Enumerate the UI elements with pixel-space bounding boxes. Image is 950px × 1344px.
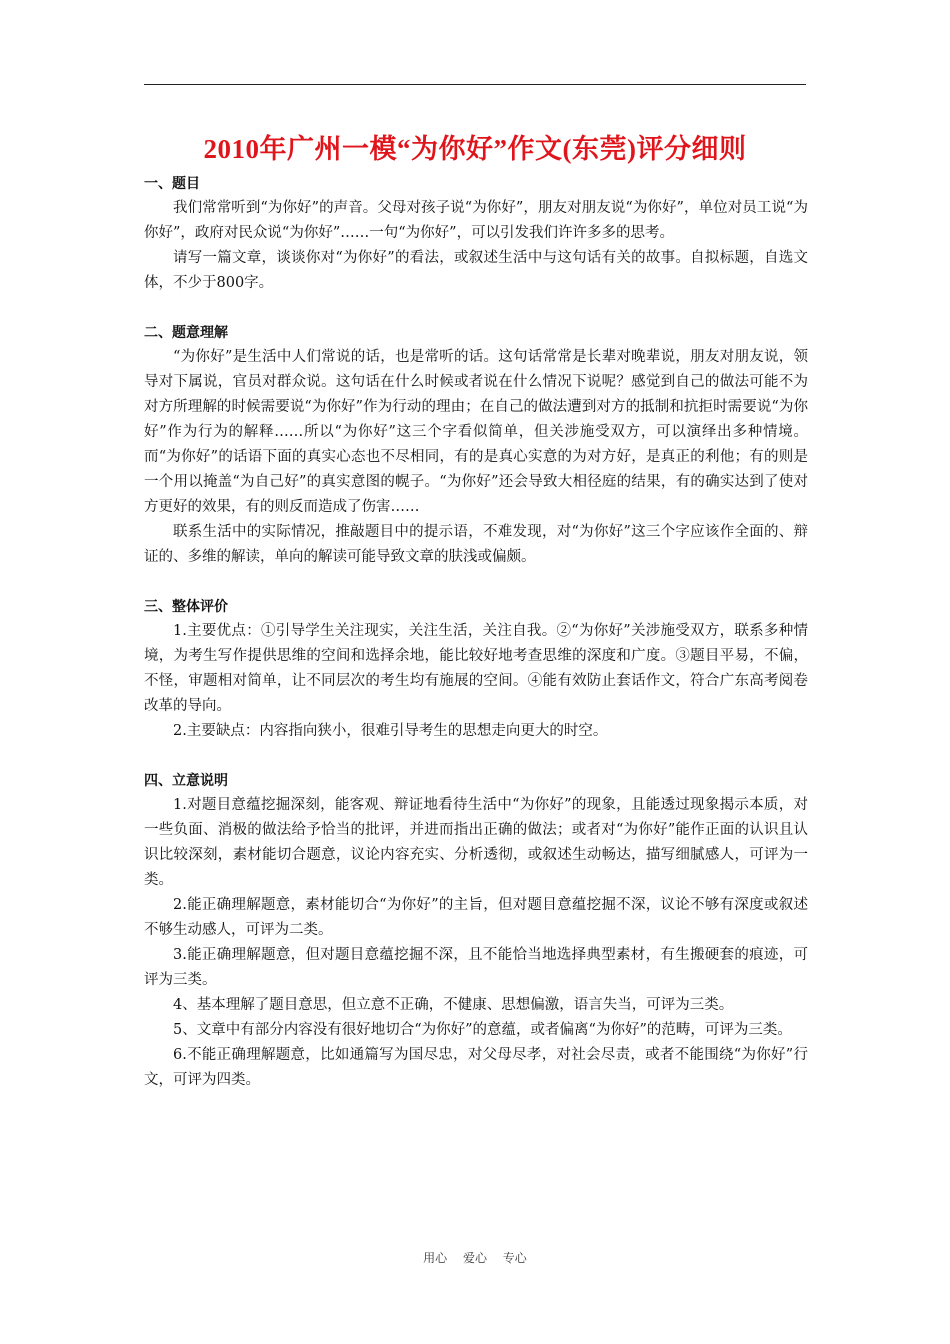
paragraph: 2.能正确理解题意，素材能切合“为你好”的主旨，但对题目意蕴挖掘不深，议论不够有深度或叙述不够生动感人，可评为二类。	[144, 897, 808, 938]
section-understanding	[144, 321, 808, 570]
header-rule	[144, 84, 806, 85]
paragraph: 4、基本理解了题目意思，但立意不正确，不健康、思想偏激，语言失当，可评为三类。	[173, 997, 734, 1013]
paragraph: 请写一篇文章，谈谈你对“为你好”的看法，或叙述生活中与这句话有关的故事。自拟标题，自选文体，不少于800字。	[144, 250, 808, 291]
paragraph: 我们常常听到“为你好”的声音。父母对孩子说“为你好”，朋友对朋友说“为你好”，单位对员工说“为你好”，政府对民众说“为你好”……一句“为你好”，可以引发我们许许多多的思考。	[144, 200, 808, 241]
document-body	[144, 172, 808, 1093]
section-heading: 四、立意说明	[144, 773, 228, 789]
paragraph: 联系生活中的实际情况，推敲题目中的提示语，不难发现，对“为你好”这三个字应该作全面的、辩证的、多维的解读，单向的解读可能导致文章的肤浅或偏颇。	[144, 524, 808, 565]
paragraph: 1.主要优点：①引导学生关注现实，关注生活，关注自我。②“为你好”关涉施受双方，联系多种情境，为考生写作提供思维的空间和选择余地，能比较好地考查思维的深度和广度。③题目平易，不偏，不怪，审题相对简单，让不同层次的考生均有施展的空间。④能有效防止套话作文，符合广东高考阅卷改革的导向。	[144, 623, 808, 714]
section-topic	[144, 172, 808, 296]
paragraph: “为你好”是生活中人们常说的话，也是常听的话。这句话常常是长辈对晚辈说，朋友对朋友说，领导对下属说，官员对群众说。这句话在什么时候或者说在什么情况下说呢？感觉到自己的做法可能不为对方所理解的时候需要说“为你好”作为行动的理由；在自己的做法遭到对方的抵制和抗拒时需要说“为你好”作为行为的解释……所以“为你好”这三个字看似简单，但关涉施受双方，可以演绎出多种情境。而“为你好”的话语下面的真实心态也不尽相同，有的是真心实意的为对方好，是真正的利他；有的则是一个用以掩盖“为自己好”的真实意图的幌子。“为你好”还会导致大相径庭的结果，有的确实达到了使对方更好的效果，有的则反而造成了伤害……	[144, 349, 808, 515]
paragraph: 1.对题目意蕴挖掘深刻，能客观、辩证地看待生活中“为你好”的现象，且能透过现象揭示本质，对一些负面、消极的做法给予恰当的批评，并进而指出正确的做法；或者对“为你好”能作正面的认识且认识比较深刻，素材能切合题意，议论内容充实、分析透彻，或叙述生动畅达，描写细腻感人，可评为一类。	[144, 797, 808, 888]
section-overall-evaluation	[144, 595, 808, 744]
section-heading: 二、题意理解	[144, 325, 228, 341]
paragraph: 2.主要缺点：内容指向狭小，很难引导考生的思想走向更大的时空。	[173, 723, 608, 739]
page-footer: 用心 爱心 专心	[423, 1251, 527, 1265]
document-title: 2010年广州一模“为你好”作文(东莞)评分细则	[203, 134, 747, 164]
section-theme-explanation	[144, 769, 808, 1093]
paragraph: 6.不能正确理解题意，比如通篇写为国尽忠，对父母尽孝，对社会尽责，或者不能围绕“为你好”行文，可评为四类。	[144, 1047, 808, 1088]
section-heading: 一、题目	[144, 176, 200, 192]
paragraph: 3.能正确理解题意，但对题目意蕴挖掘不深，且不能恰当地选择典型素材，有生搬硬套的痕迹，可评为三类。	[144, 947, 808, 988]
section-heading: 三、整体评价	[144, 599, 228, 615]
paragraph: 5、文章中有部分内容没有很好地切合“为你好”的意蕴，或者偏离“为你好”的范畴，可评为三类。	[173, 1022, 792, 1038]
